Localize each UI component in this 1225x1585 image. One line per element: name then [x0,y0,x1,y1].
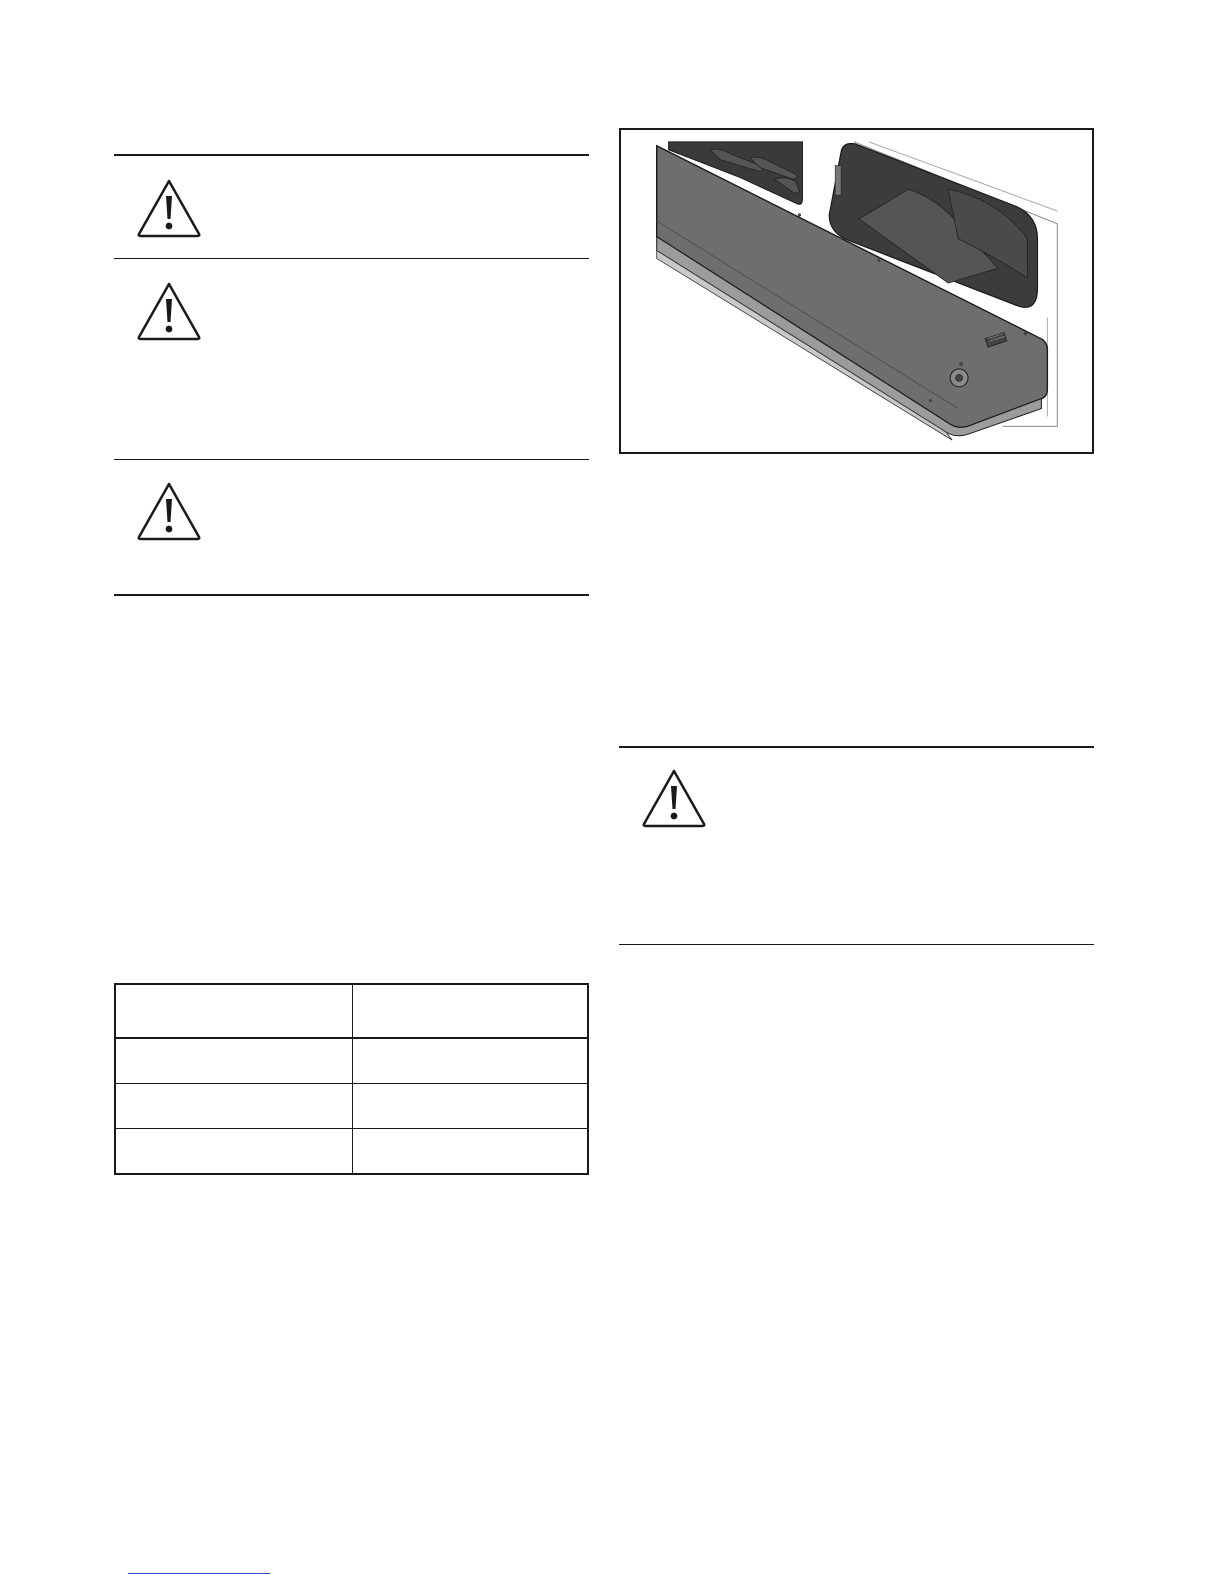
table-row [115,1084,588,1129]
appliance-base-panel-illustration [621,130,1092,452]
warning-triangle-icon [136,178,202,238]
table-row [115,1038,588,1084]
warning-triangle-icon [136,481,202,541]
table-cell [353,1084,589,1129]
warning-top-rule [114,154,589,156]
warning-triangle-icon [641,768,707,828]
footer-link[interactable] [128,1573,270,1574]
appliance-figure [619,128,1094,454]
warning-top-rule [619,746,1094,748]
warning-triangle-icon [136,281,202,341]
warning-divider [114,258,589,259]
warning-divider [114,459,589,460]
table-cell [115,1129,353,1175]
warning-bottom-rule [619,944,1094,945]
table-cell [353,1038,589,1084]
table-cell [115,1038,353,1084]
table-header-row [115,984,588,1038]
spec-table [114,983,589,1175]
table-cell [353,1129,589,1175]
table-row [115,1129,588,1175]
table-header-cell [353,984,589,1038]
table-cell [115,1084,353,1129]
warning-bottom-rule [114,594,589,596]
table-header-cell [115,984,353,1038]
